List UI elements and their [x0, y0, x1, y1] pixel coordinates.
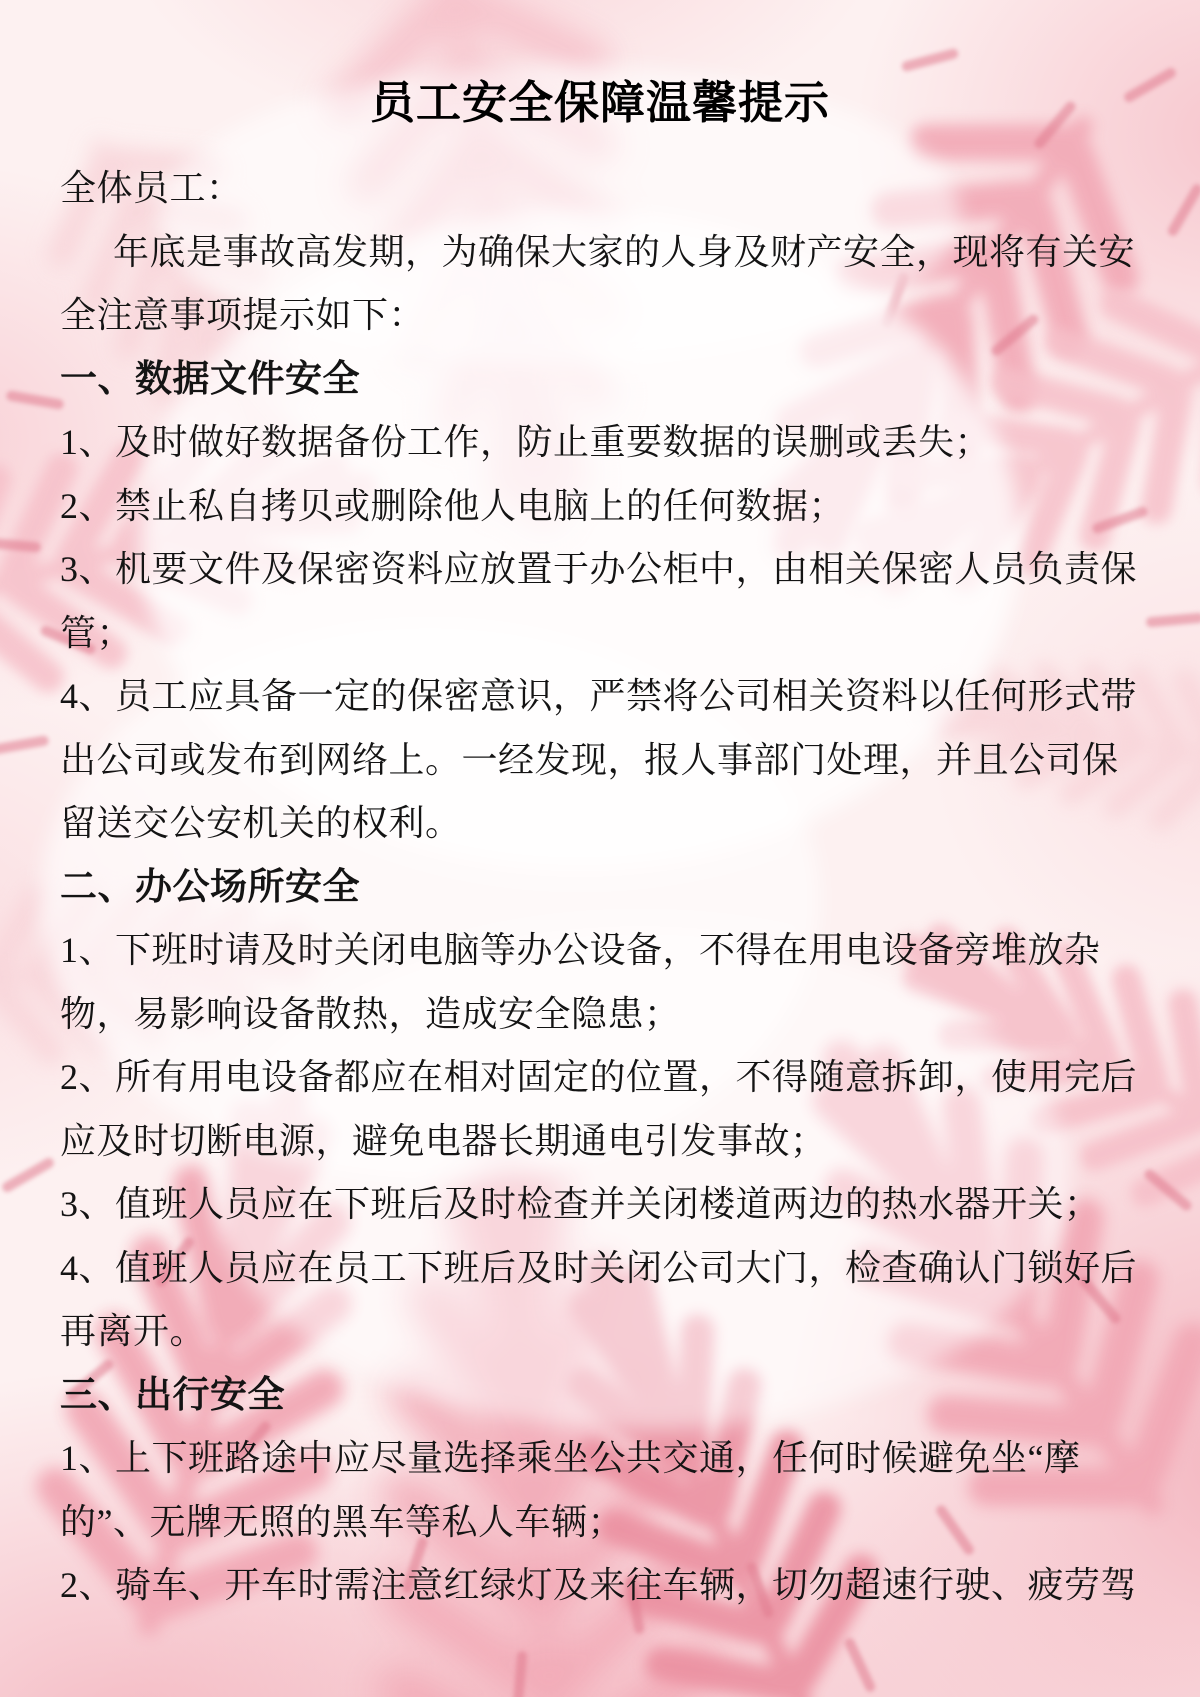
section-1-item-3-line-2: 管； — [60, 612, 134, 653]
intro-line-2: 全注意事项提示如下： — [60, 295, 426, 335]
document-title: 员工安全保障温馨提示 — [369, 78, 830, 128]
section-2-item-1-line-2: 物，易影响设备散热，造成安全隐患； — [60, 993, 681, 1034]
section-2-item-3-line-1: 3、值班人员应在下班后及时检查并关闭楼道两边的热水器开关； — [60, 1184, 1101, 1224]
salutation: 全体员工： — [60, 168, 243, 208]
section-1-item-4-line-2: 出公司或发布到网络上。一经发现，报人事部门处理，并且公司保 — [60, 739, 1119, 780]
section-1-item-4-line-3: 留送交公安机关的权利。 — [60, 803, 462, 843]
section-1-item-1-line-1: 1、及时做好数据备份工作，防止重要数据的误删或丢失； — [60, 422, 992, 462]
section-2-heading: 二、办公场所安全 — [60, 866, 360, 908]
section-1-heading: 一、数据文件安全 — [60, 358, 360, 400]
section-2-item-1-line-1: 1、下班时请及时关闭电脑等办公设备，不得在用电设备旁堆放杂 — [60, 930, 1101, 970]
section-3-item-2-line-1: 2、骑车、开车时需注意红绿灯及来往车辆，切勿超速行驶、疲劳驾 — [60, 1565, 1138, 1605]
section-1-item-3-line-1: 3、机要文件及保密资料应放置于办公柜中，由相关保密人员负责保 — [60, 549, 1138, 589]
intro-line-1: 年底是事故高发期，为确保大家的人身及财产安全，现将有关安 — [113, 231, 1136, 272]
section-3-item-1-line-1: 1、上下班路途中应尽量选择乘坐公共交通，任何时候避免坐“摩 — [60, 1438, 1081, 1478]
section-3-item-1-line-2: 的”、无牌无照的黑车等私人车辆； — [60, 1501, 624, 1542]
section-2-item-2-line-2: 应及时切断电源，避免电器长期通电引发事故； — [60, 1120, 827, 1161]
section-1-item-2-line-1: 2、禁止私自拷贝或删除他人电脑上的任何数据； — [60, 485, 846, 526]
section-3-heading: 三、出行安全 — [60, 1374, 285, 1416]
section-2-item-2-line-1: 2、所有用电设备都应在相对固定的位置，不得随意拆卸，使用完后 — [60, 1057, 1138, 1097]
section-2-item-4-line-1: 4、值班人员应在员工下班后及时关闭公司大门，检查确认门锁好后 — [60, 1247, 1138, 1288]
section-2-item-4-line-2: 再离开。 — [60, 1311, 207, 1351]
section-1-item-4-line-1: 4、员工应具备一定的保密意识，严禁将公司相关资料以任何形式带 — [60, 676, 1138, 716]
